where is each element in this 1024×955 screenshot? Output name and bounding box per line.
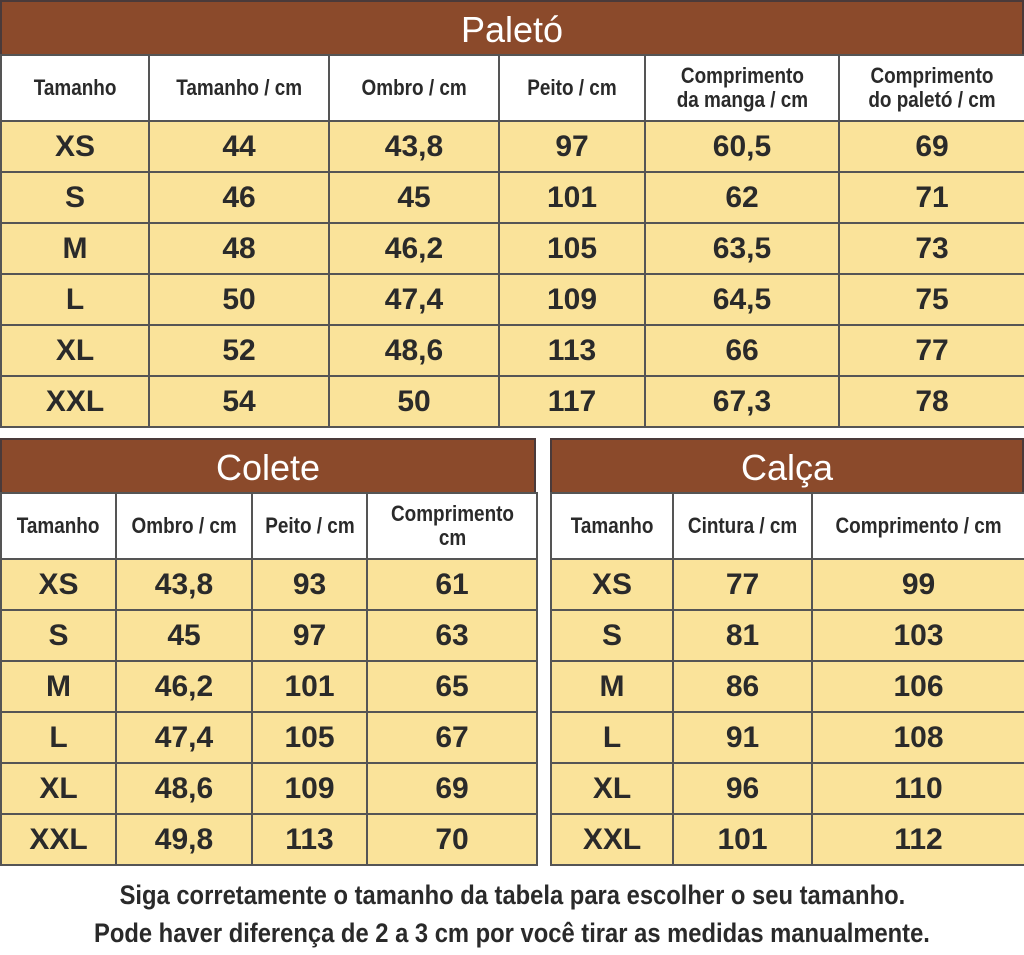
paleto-col-header: Tamanho xyxy=(1,55,149,121)
paleto-value-cell: 45 xyxy=(329,172,499,223)
calca-col-header: Tamanho xyxy=(551,493,673,559)
colete-row xyxy=(1,814,537,865)
paleto-col-header: Ombro / cm xyxy=(329,55,499,121)
paleto-value-cell: 44 xyxy=(149,121,329,172)
calca-value-cell: 99 xyxy=(812,559,1024,610)
colete-value-cell: 48,6 xyxy=(116,763,252,814)
colete-row xyxy=(1,610,537,661)
calca-value-cell: 101 xyxy=(673,814,812,865)
paleto-value-cell: 46,2 xyxy=(329,223,499,274)
colete-value-cell: 46,2 xyxy=(116,661,252,712)
paleto-row xyxy=(1,325,1024,376)
paleto-row xyxy=(1,376,1024,427)
paleto-value-cell: 97 xyxy=(499,121,645,172)
paleto-col-header: Peito / cm xyxy=(499,55,645,121)
colete-size-cell: XXL xyxy=(1,814,116,865)
paleto-value-cell: 47,4 xyxy=(329,274,499,325)
paleto-col-header: Tamanho / cm xyxy=(149,55,329,121)
calca-size-cell: XL xyxy=(551,763,673,814)
paleto-row xyxy=(1,172,1024,223)
calca-value-cell: 91 xyxy=(673,712,812,763)
paleto-value-cell: 105 xyxy=(499,223,645,274)
paleto-value-cell: 54 xyxy=(149,376,329,427)
paleto-size-cell: S xyxy=(1,172,149,223)
calca-header-row xyxy=(551,493,1024,559)
colete-header-row xyxy=(1,493,537,559)
paleto-header-row xyxy=(1,55,1024,121)
paleto-value-cell: 77 xyxy=(839,325,1024,376)
colete-value-cell: 97 xyxy=(252,610,367,661)
paleto-size-cell: XL xyxy=(1,325,149,376)
paleto-value-cell: 113 xyxy=(499,325,645,376)
paleto-value-cell: 52 xyxy=(149,325,329,376)
calca-value-cell: 108 xyxy=(812,712,1024,763)
colete-value-cell: 45 xyxy=(116,610,252,661)
calca-value-cell: 81 xyxy=(673,610,812,661)
colete-value-cell: 65 xyxy=(367,661,537,712)
paleto-value-cell: 48 xyxy=(149,223,329,274)
colete-value-cell: 93 xyxy=(252,559,367,610)
calca-table xyxy=(550,492,1024,866)
calca-col-header: Cintura / cm xyxy=(673,493,812,559)
paleto-size-cell: XS xyxy=(1,121,149,172)
paleto-value-cell: 50 xyxy=(149,274,329,325)
paleto-value-cell: 101 xyxy=(499,172,645,223)
paleto-value-cell: 75 xyxy=(839,274,1024,325)
paleto-size-cell: L xyxy=(1,274,149,325)
colete-row xyxy=(1,712,537,763)
footer-note-2: Pode haver diferença de 2 a 3 cm por você tirar as medidas manualmente. xyxy=(94,918,930,948)
colete-value-cell: 101 xyxy=(252,661,367,712)
paleto-value-cell: 60,5 xyxy=(645,121,839,172)
colete-value-cell: 70 xyxy=(367,814,537,865)
calca-title: Calça xyxy=(550,438,1024,492)
colete-table xyxy=(0,492,538,866)
colete-value-cell: 49,8 xyxy=(116,814,252,865)
calca-value-cell: 106 xyxy=(812,661,1024,712)
paleto-value-cell: 48,6 xyxy=(329,325,499,376)
paleto-value-cell: 43,8 xyxy=(329,121,499,172)
calca-row xyxy=(551,763,1024,814)
colete-col-header: Ombro / cm xyxy=(116,493,252,559)
calca-size-cell: XXL xyxy=(551,814,673,865)
calca-row xyxy=(551,661,1024,712)
calca-row xyxy=(551,712,1024,763)
colete-size-cell: M xyxy=(1,661,116,712)
calca-value-cell: 112 xyxy=(812,814,1024,865)
paleto-value-cell: 73 xyxy=(839,223,1024,274)
calca-size-table xyxy=(550,438,1024,866)
calca-value-cell: 96 xyxy=(673,763,812,814)
calca-col-header: Comprimento / cm xyxy=(812,493,1024,559)
calca-size-cell: XS xyxy=(551,559,673,610)
paleto-value-cell: 50 xyxy=(329,376,499,427)
calca-value-cell: 103 xyxy=(812,610,1024,661)
colete-value-cell: 105 xyxy=(252,712,367,763)
paleto-row xyxy=(1,121,1024,172)
paleto-value-cell: 66 xyxy=(645,325,839,376)
paleto-value-cell: 69 xyxy=(839,121,1024,172)
calca-value-cell: 86 xyxy=(673,661,812,712)
paleto-value-cell: 62 xyxy=(645,172,839,223)
colete-value-cell: 47,4 xyxy=(116,712,252,763)
colete-row xyxy=(1,661,537,712)
paleto-value-cell: 46 xyxy=(149,172,329,223)
colete-title: Colete xyxy=(0,438,536,492)
colete-col-header: Comprimento cm xyxy=(367,493,537,559)
paleto-value-cell: 109 xyxy=(499,274,645,325)
colete-size-cell: XS xyxy=(1,559,116,610)
colete-size-table xyxy=(0,438,536,866)
paleto-col-header: Comprimento da manga / cm xyxy=(645,55,839,121)
colete-value-cell: 63 xyxy=(367,610,537,661)
colete-value-cell: 61 xyxy=(367,559,537,610)
paleto-table xyxy=(0,54,1024,428)
calca-size-cell: L xyxy=(551,712,673,763)
footer-note-1: Siga corretamente o tamanho da tabela para escolher o seu tamanho. xyxy=(119,880,905,910)
colete-size-cell: S xyxy=(1,610,116,661)
paleto-value-cell: 78 xyxy=(839,376,1024,427)
colete-row xyxy=(1,559,537,610)
colete-row xyxy=(1,763,537,814)
paleto-size-table xyxy=(0,0,1024,428)
paleto-value-cell: 117 xyxy=(499,376,645,427)
calca-size-cell: S xyxy=(551,610,673,661)
paleto-row xyxy=(1,274,1024,325)
paleto-value-cell: 63,5 xyxy=(645,223,839,274)
colete-col-header: Peito / cm xyxy=(252,493,367,559)
calca-value-cell: 110 xyxy=(812,763,1024,814)
paleto-title: Paletó xyxy=(0,0,1024,54)
paleto-col-header: Comprimento do paletó / cm xyxy=(839,55,1024,121)
colete-value-cell: 113 xyxy=(252,814,367,865)
colete-size-cell: XL xyxy=(1,763,116,814)
paleto-value-cell: 67,3 xyxy=(645,376,839,427)
calca-size-cell: M xyxy=(551,661,673,712)
colete-value-cell: 67 xyxy=(367,712,537,763)
calca-value-cell: 77 xyxy=(673,559,812,610)
paleto-size-cell: M xyxy=(1,223,149,274)
colete-value-cell: 43,8 xyxy=(116,559,252,610)
calca-row xyxy=(551,814,1024,865)
colete-size-cell: L xyxy=(1,712,116,763)
paleto-size-cell: XXL xyxy=(1,376,149,427)
colete-col-header: Tamanho xyxy=(1,493,116,559)
paleto-value-cell: 64,5 xyxy=(645,274,839,325)
calca-row xyxy=(551,610,1024,661)
paleto-row xyxy=(1,223,1024,274)
colete-value-cell: 109 xyxy=(252,763,367,814)
calca-row xyxy=(551,559,1024,610)
colete-value-cell: 69 xyxy=(367,763,537,814)
paleto-value-cell: 71 xyxy=(839,172,1024,223)
